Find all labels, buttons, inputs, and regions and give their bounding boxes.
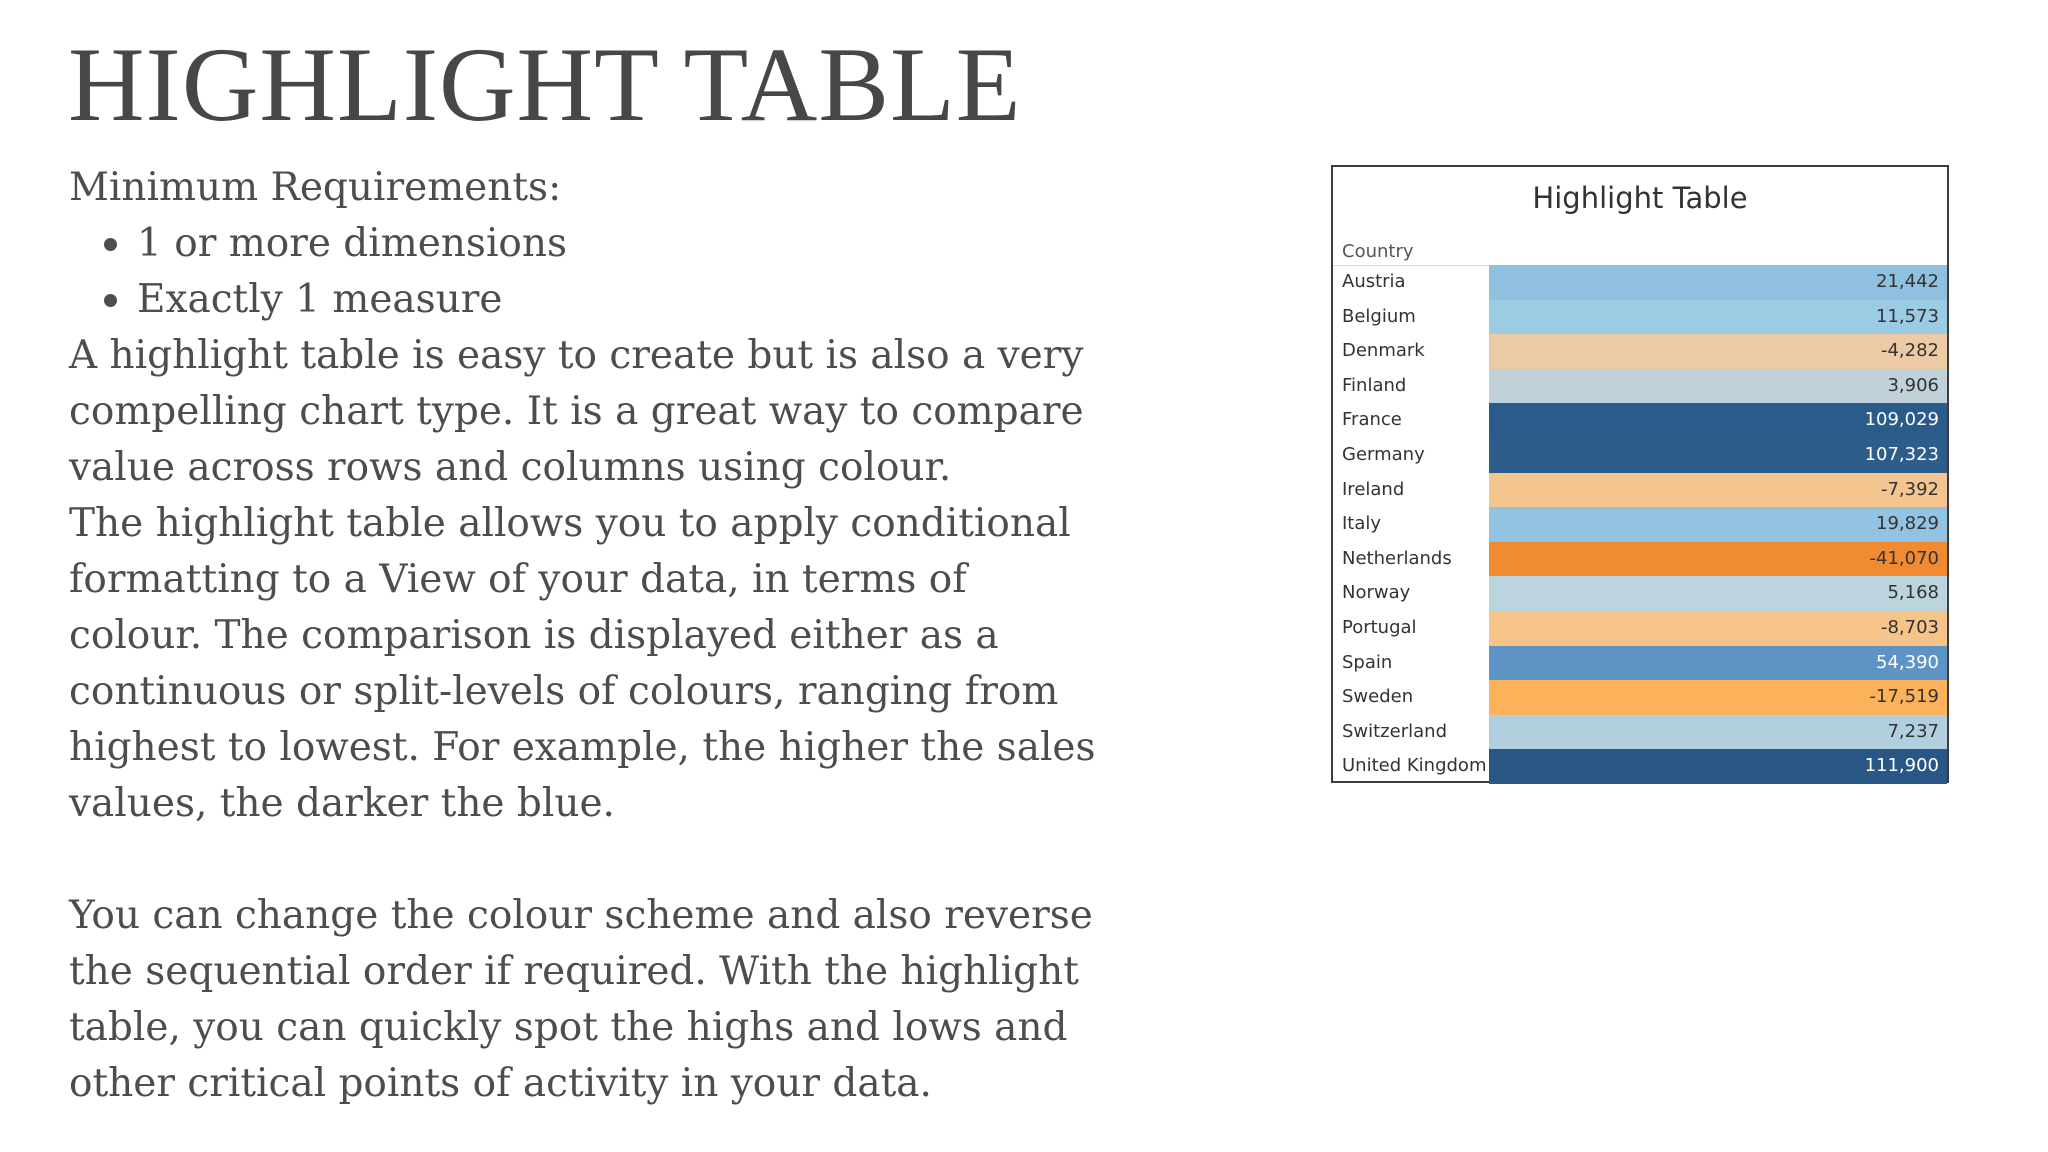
highlight-table-chart	[1331, 165, 1949, 783]
value-cell: 111,900	[1489, 749, 1947, 784]
body-text	[69, 160, 1109, 1112]
value-cell: -41,070	[1489, 542, 1947, 577]
table-row	[1333, 473, 1947, 508]
value-cell: -7,392	[1489, 473, 1947, 508]
requirement-text: 1 or more dimensions	[137, 221, 568, 266]
column-header: Country	[1342, 241, 1414, 262]
country-label: Germany	[1342, 443, 1425, 465]
country-label: Denmark	[1342, 340, 1425, 362]
requirement-item	[137, 216, 1109, 272]
table-row	[1333, 507, 1947, 542]
country-label: Belgium	[1342, 305, 1416, 327]
page-title: HIGHLIGHT TABLE	[68, 26, 1022, 143]
chart-title: Highlight Table	[1532, 181, 1748, 215]
country-label: Finland	[1342, 374, 1407, 396]
country-label: United Kingdom	[1342, 755, 1487, 777]
value-cell: 5,168	[1489, 576, 1947, 611]
country-label: France	[1342, 409, 1402, 431]
value-cell: 11,573	[1489, 300, 1947, 335]
country-label: Italy	[1342, 513, 1382, 535]
paragraph-conditional-formatting: The highlight table allows you to apply conditional formatting to a View of your data, in terms of colour. The comparison is displayed either as a continuous or split-levels of colours, ranging from highest to lowest. For example, the higher the sales values, the darker the blue.	[69, 501, 1096, 826]
table-row	[1333, 646, 1947, 681]
value-cell: -4,282	[1489, 334, 1947, 369]
paragraph-colour-scheme: You can change the colour scheme and also reverse the sequential order if required. With the highlight table, you can quickly spot the highs and lows and other critical points of activity in your data.	[69, 893, 1093, 1106]
country-label: Sweden	[1342, 686, 1414, 708]
value-cell: 21,442	[1489, 265, 1947, 300]
table-row	[1333, 576, 1947, 611]
value-cell: 7,237	[1489, 715, 1947, 750]
table-row	[1333, 300, 1947, 335]
requirements-heading: Minimum Requirements:	[69, 165, 562, 210]
value-cell: 3,906	[1489, 369, 1947, 404]
table-row	[1333, 749, 1947, 784]
country-label: Ireland	[1342, 478, 1405, 500]
table-body	[1333, 265, 1947, 784]
paragraph-intro: A highlight table is easy to create but is also a very compelling chart type. It is a great way to compare value across rows and columns using colour.	[69, 333, 1084, 490]
bullet-icon	[104, 238, 117, 251]
table-row	[1333, 334, 1947, 369]
table-row	[1333, 265, 1947, 300]
country-label: Norway	[1342, 582, 1411, 604]
country-label: Spain	[1342, 651, 1393, 673]
requirement-text: Exactly 1 measure	[137, 277, 503, 322]
value-cell: 54,390	[1489, 646, 1947, 681]
table-row	[1333, 611, 1947, 646]
value-cell: 109,029	[1489, 403, 1947, 438]
country-label: Switzerland	[1342, 720, 1447, 742]
value-cell: -8,703	[1489, 611, 1947, 646]
table-row	[1333, 715, 1947, 750]
country-label: Austria	[1342, 271, 1406, 292]
requirements-list	[69, 216, 1109, 328]
country-label: Portugal	[1342, 616, 1417, 638]
value-cell: 19,829	[1489, 507, 1947, 542]
value-cell: 107,323	[1489, 438, 1947, 473]
country-label: Netherlands	[1342, 547, 1452, 569]
table-row	[1333, 680, 1947, 715]
value-cell: -17,519	[1489, 680, 1947, 715]
table-row	[1333, 403, 1947, 438]
bullet-icon	[104, 294, 117, 307]
requirement-item	[137, 272, 1109, 328]
table-row	[1333, 369, 1947, 404]
table-row	[1333, 438, 1947, 473]
table-row	[1333, 542, 1947, 577]
